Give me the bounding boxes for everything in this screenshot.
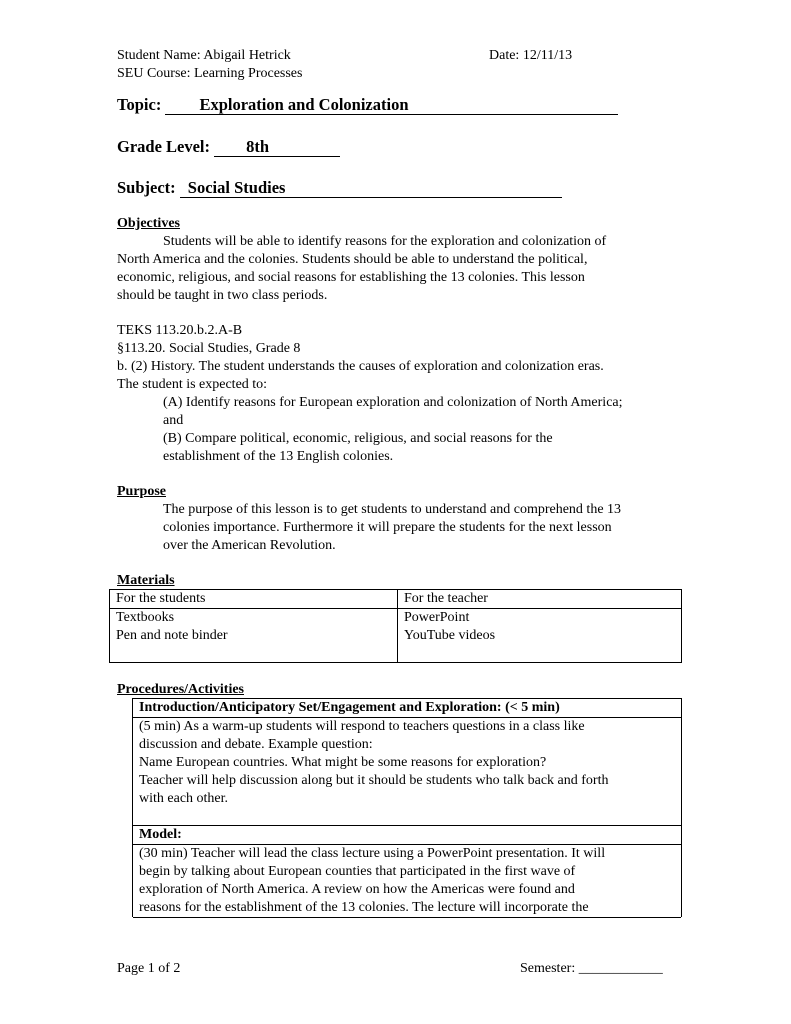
intro-header: Introduction/Anticipatory Set/Engagement and Exploration: (< 5 min) — [133, 699, 681, 718]
list-item: YouTube videos — [404, 628, 496, 643]
objectives-paragraph — [117, 233, 606, 305]
teks-indented-line: (B) Compare political, economic, religious, and social reasons for the — [163, 431, 553, 446]
grade-value: 8th — [214, 138, 340, 157]
topic-value: Exploration and Colonization — [165, 96, 618, 115]
objectives-line: North America and the colonies. Students should be able to understand the political, — [117, 252, 588, 267]
procedures-table — [132, 698, 682, 917]
teks-line: b. (2) History. The student understands the causes of exploration and colonization eras. — [117, 359, 604, 374]
teks-indented-line: and — [163, 413, 184, 428]
subject-row — [117, 178, 562, 198]
intro-cell — [133, 718, 681, 826]
model-cell — [133, 845, 681, 918]
intro-line: with each other. — [139, 791, 229, 806]
grade-row — [117, 137, 340, 157]
procedures-heading: Procedures/Activities — [117, 682, 245, 697]
teks-line: TEKS 113.20.b.2.A-B — [117, 323, 243, 338]
objectives-line: Students will be able to identify reasons for the exploration and colonization of — [163, 234, 607, 249]
list-item: PowerPoint — [404, 610, 470, 625]
student-name: Student Name: Abigail Hetrick — [117, 48, 291, 63]
intro-line: Name European countries. What might be some reasons for exploration? — [139, 755, 547, 770]
model-line: (30 min) Teacher will lead the class lecture using a PowerPoint presentation. It will — [139, 846, 606, 861]
materials-col1-header: For the students — [110, 590, 398, 609]
grade-label: Grade Level: — [117, 137, 211, 156]
objectives-heading: Objectives — [117, 216, 180, 231]
teks-line: The student is expected to: — [117, 377, 268, 392]
table-row — [110, 609, 682, 663]
teks-indented-line: (A) Identify reasons for European exploration and colonization of North America; — [163, 395, 623, 410]
table-row — [110, 590, 682, 609]
course: SEU Course: Learning Processes — [117, 66, 303, 81]
list-item: Pen and note binder — [116, 628, 228, 643]
materials-heading: Materials — [117, 573, 175, 588]
subject-value: Social Studies — [180, 179, 562, 198]
materials-table — [109, 589, 682, 663]
materials-col2-cell — [398, 609, 682, 663]
objectives-line: economic, religious, and social reasons for establishing the 13 colonies. This lesson — [117, 270, 585, 285]
intro-line: Teacher will help discussion along but it should be students who talk back and forth — [139, 773, 609, 788]
semester: Semester: ____________ — [520, 961, 663, 976]
intro-line: discussion and debate. Example question: — [139, 737, 373, 752]
model-line: reasons for the establishment of the 13 colonies. The lecture will incorporate the — [139, 900, 589, 915]
materials-col2-header: For the teacher — [398, 590, 682, 609]
topic-label: Topic: — [117, 95, 162, 114]
subject-label: Subject: — [117, 178, 176, 197]
purpose-line: colonies importance. Furthermore it will prepare the students for the next lesson — [163, 520, 612, 535]
teks-indented-line: establishment of the 13 English colonies. — [163, 449, 394, 464]
list-item: Textbooks — [116, 610, 175, 625]
purpose-heading: Purpose — [117, 484, 166, 499]
model-line: exploration of North America. A review on how the Americas were found and — [139, 882, 575, 897]
teks-line: §113.20. Social Studies, Grade 8 — [117, 341, 301, 356]
page-number: Page 1 of 2 — [117, 961, 181, 976]
objectives-line: should be taught in two class periods. — [117, 288, 328, 303]
model-line: begin by talking about European counties that participated in the first wave of — [139, 864, 576, 879]
materials-col1-cell — [110, 609, 398, 663]
teks-block — [117, 322, 623, 466]
model-header: Model: — [133, 826, 681, 845]
topic-row — [117, 95, 618, 115]
purpose-line: over the American Revolution. — [163, 538, 336, 553]
purpose-line: The purpose of this lesson is to get students to understand and comprehend the 13 — [163, 502, 622, 517]
intro-line: (5 min) As a warm-up students will respond to teachers questions in a class like — [139, 719, 585, 734]
date: Date: 12/11/13 — [489, 48, 573, 63]
purpose-paragraph — [163, 501, 621, 555]
